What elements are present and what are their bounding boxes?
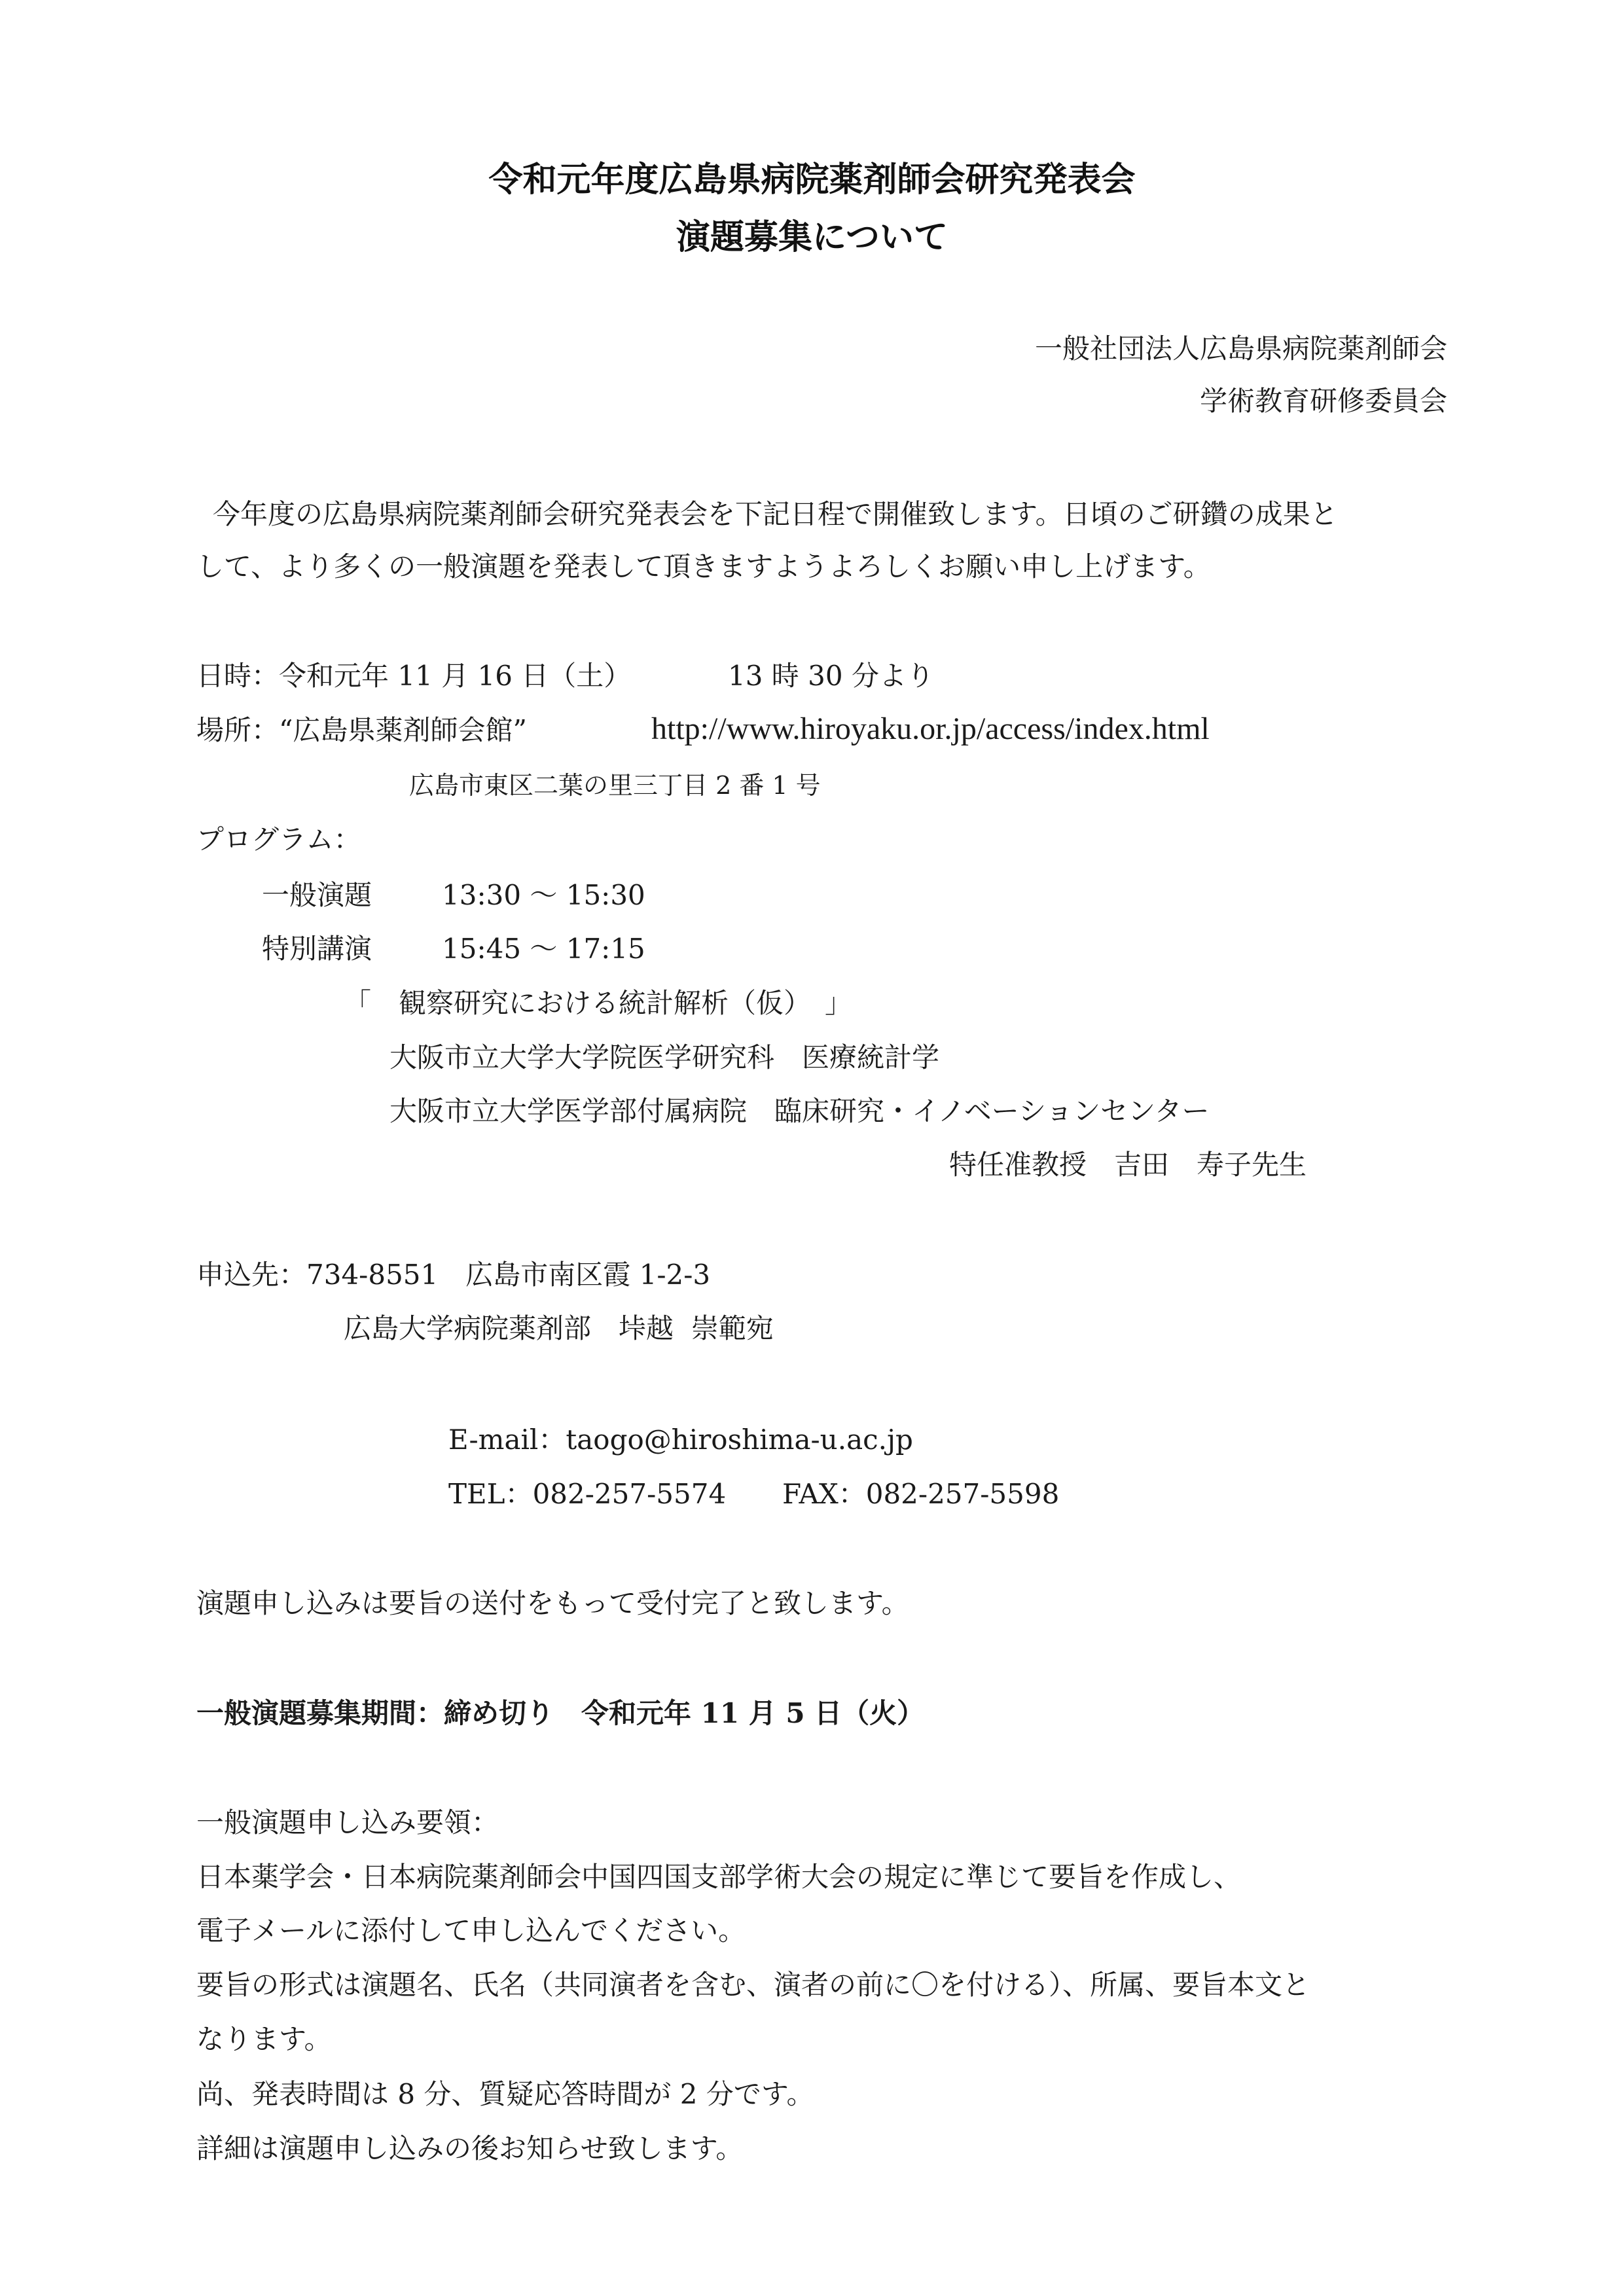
program-general-name: 一般演題 bbox=[262, 879, 372, 911]
apply-address: 申込先：734-8551 広島市南区霞 1-2-3 bbox=[196, 1259, 711, 1291]
guidelines-line6: 詳細は演題申し込みの後お知らせ致します。 bbox=[196, 2132, 744, 2164]
apply-tel: TEL：082-257-5574 bbox=[448, 1478, 727, 1510]
application-notice: 演題申し込みは要旨の送付をもって受付完了と致します。 bbox=[196, 1587, 909, 1619]
apply-fax: FAX：082-257-5598 bbox=[782, 1478, 1060, 1510]
lecturer-affiliation1: 大阪市立大学大学院医学研究科 医療統計学 bbox=[389, 1041, 940, 1073]
submission-deadline: 一般演題募集期間：締め切り 令和元年 11 月 5 日（火） bbox=[196, 1697, 925, 1729]
intro-line1: 今年度の広島県病院薬剤師会研究発表会を下記日程で開催致します。日頃のご研鑽の成果と bbox=[213, 498, 1338, 530]
venue-address: 広島市東区二葉の里三丁目 2 番 1 号 bbox=[409, 771, 821, 800]
guidelines-line1: 日本薬学会・日本病院薬剤師会中国四国支部学術大会の規定に準じて要旨を作成し、 bbox=[196, 1861, 1242, 1893]
issuer-org: 一般社団法人広島県病院薬剤師会 bbox=[1034, 332, 1447, 365]
lecture-title: 「 観察研究における統計解析（仮） 」 bbox=[344, 987, 853, 1019]
guidelines-heading: 一般演題申し込み要領： bbox=[196, 1806, 499, 1839]
apply-email: E-mail：taogo@hiroshima-u.ac.jp bbox=[448, 1424, 913, 1456]
program-general-time: 13:30 ～ 15:30 bbox=[442, 879, 645, 911]
guidelines-line3: 要旨の形式は演題名、氏名（共同演者を含む、演者の前に〇を付ける）、所属、要旨本文と bbox=[196, 1969, 1310, 2001]
issuer-committee: 学術教育研修委員会 bbox=[1199, 385, 1447, 417]
datetime-label: 日時：令和元年 11 月 16 日（土） bbox=[196, 660, 632, 692]
venue-label: 場所：“広島県薬剤師会館” bbox=[196, 714, 527, 746]
lecturer-affiliation2: 大阪市立大学医学部付属病院 臨床研究・イノベーションセンター bbox=[389, 1095, 1210, 1127]
intro-line2: して、より多くの一般演題を発表して頂きますようよろしくお願い申し上げます。 bbox=[196, 550, 1211, 583]
guidelines-line5: 尚、発表時間は 8 分、質疑応答時間が 2 分です。 bbox=[196, 2078, 814, 2110]
venue-url-link[interactable]: http://www.hiroyaku.or.jp/access/index.html bbox=[651, 711, 1210, 746]
document-title-line1: 令和元年度広島県病院薬剤師会研究発表会 bbox=[488, 160, 1136, 200]
program-special-time: 15:45 ～ 17:15 bbox=[442, 933, 645, 965]
program-special-name: 特別講演 bbox=[262, 933, 372, 965]
lecturer-name: 特任准教授 吉田 寿子先生 bbox=[949, 1149, 1307, 1181]
apply-dept: 広島大学病院薬剤部 垰越 崇範宛 bbox=[344, 1312, 774, 1344]
guidelines-line4: なります。 bbox=[196, 2023, 332, 2055]
program-label: プログラム： bbox=[196, 823, 361, 855]
datetime-time: 13 時 30 分より bbox=[728, 660, 934, 692]
guidelines-line2: 電子メールに添付して申し込んでください。 bbox=[196, 1914, 746, 1946]
document-title-line2: 演題募集について bbox=[676, 217, 948, 257]
